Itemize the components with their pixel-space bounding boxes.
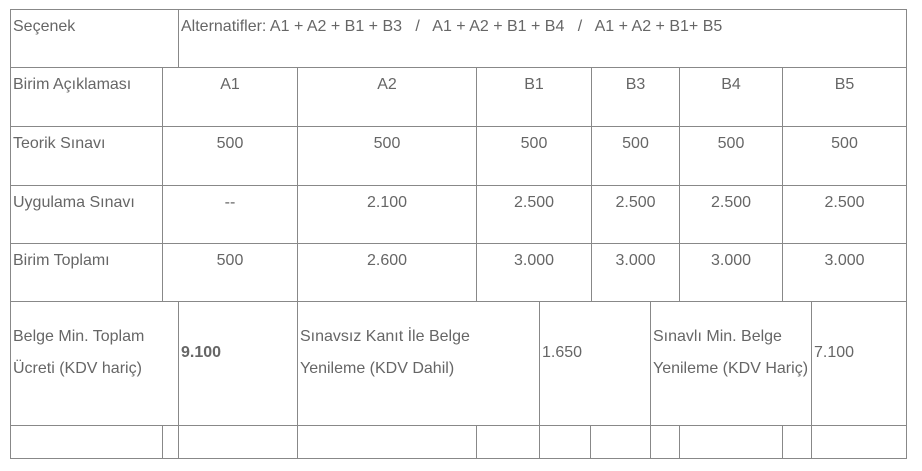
column-header <box>679 67 783 127</box>
table-cell <box>297 243 477 302</box>
cell-text: 3.000 <box>710 252 752 269</box>
seçenek-label <box>10 9 179 68</box>
cell-text: 500 <box>717 135 745 152</box>
cell-text: A2 <box>377 76 397 93</box>
table-cell <box>476 126 592 186</box>
empty-cell <box>178 425 298 459</box>
cell-text: Sınavlı Min. Belge Yenileme (KDV Hariç) <box>653 327 809 377</box>
renewal-no-exam-value <box>539 301 651 426</box>
column-header <box>591 67 680 127</box>
cell-text: 500 <box>520 135 548 152</box>
table-cell <box>679 126 783 186</box>
cell-text: 3.000 <box>513 252 555 269</box>
unit-description-label <box>10 67 163 127</box>
empty-cell <box>162 425 179 459</box>
table-cell <box>679 185 783 244</box>
cell-text: -- <box>224 194 236 211</box>
cell-text: 7.100 <box>814 343 855 361</box>
table-cell <box>591 243 680 302</box>
empty-cell <box>590 425 651 459</box>
table-cell <box>162 126 298 186</box>
cell-text: 2.500 <box>615 194 656 211</box>
cell-text: 500 <box>216 135 244 152</box>
empty-cell <box>650 425 680 459</box>
min-fee-value <box>178 301 298 426</box>
cell-text: 500 <box>831 135 858 152</box>
cell-text: 2.100 <box>366 194 408 211</box>
cell-text: Teorik Sınavı <box>13 135 106 152</box>
empty-cell <box>679 425 783 459</box>
cell-text: 9.100 <box>181 343 222 361</box>
table-cell <box>782 185 907 244</box>
cell-text: Seçenek <box>13 18 76 35</box>
table-cell <box>162 185 298 244</box>
cell-text: 2.500 <box>513 194 555 211</box>
empty-cell <box>297 425 477 459</box>
empty-cell <box>10 425 163 459</box>
cell-text: 500 <box>622 135 649 152</box>
column-header <box>476 67 592 127</box>
table-cell <box>679 243 783 302</box>
cell-text: Birim Açıklaması <box>13 76 132 93</box>
column-header <box>297 67 477 127</box>
cell-text: A1 <box>220 76 240 93</box>
empty-cell <box>782 425 812 459</box>
cell-text: Uygulama Sınavı <box>13 194 135 211</box>
empty-cell <box>811 425 907 459</box>
cell-text: Belge Min. Toplam Ücreti (KDV hariç) <box>13 327 145 377</box>
table-cell <box>591 185 680 244</box>
column-header <box>162 67 298 127</box>
cell-text: 3.000 <box>615 252 656 269</box>
table-cell <box>297 185 477 244</box>
row-label <box>10 126 163 186</box>
cell-text: B1 <box>524 76 544 93</box>
cell-text: 2.600 <box>366 252 408 269</box>
table-cell <box>782 126 907 186</box>
table-cell <box>476 185 592 244</box>
cell-text: 1.650 <box>542 343 583 361</box>
cell-text: 2.500 <box>824 194 865 211</box>
table-cell <box>591 126 680 186</box>
cell-text: Sınavsız Kanıt İle Belge Yenileme (KDV Dahil) <box>300 327 470 377</box>
renewal-exam-label <box>650 301 812 426</box>
cell-text: B3 <box>625 76 646 93</box>
table-cell <box>476 243 592 302</box>
table-cell <box>162 243 298 302</box>
cell-text: 3.000 <box>824 252 865 269</box>
alternatives-text <box>178 9 907 68</box>
cell-text: B5 <box>834 76 855 93</box>
empty-cell <box>476 425 540 459</box>
cell-text: Birim Toplamı <box>13 252 110 269</box>
cell-text: 500 <box>373 135 401 152</box>
cell-text: B4 <box>721 76 741 93</box>
cell-text: Alternatifler: A1 + A2 + B1 + B3 / A1 + A2 + B1 + B4 / A1 + A2 + B1+ B5 <box>181 18 723 35</box>
column-header <box>782 67 907 127</box>
empty-cell <box>539 425 591 459</box>
table-cell <box>297 126 477 186</box>
row-label <box>10 243 163 302</box>
row-label <box>10 185 163 244</box>
min-fee-label <box>10 301 179 426</box>
renewal-no-exam-label <box>297 301 540 426</box>
cell-text: 2.500 <box>710 194 752 211</box>
renewal-exam-value <box>811 301 907 426</box>
table-cell <box>782 243 907 302</box>
cell-text: 500 <box>216 252 244 269</box>
